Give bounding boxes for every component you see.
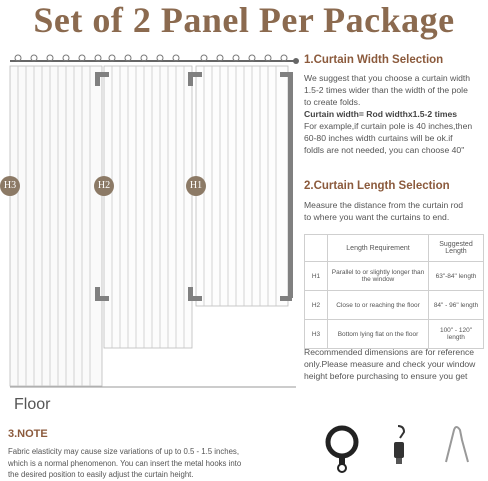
width-section-heading: 1.Curtain Width Selection	[304, 54, 444, 66]
height-label-h1: H1	[186, 176, 206, 196]
height-label-h2: H2	[94, 176, 114, 196]
row-length: 63"-84" length	[429, 262, 484, 291]
note-text	[8, 446, 308, 481]
width-intro-2: 1.5-2 times wider than the width of the pole	[304, 85, 468, 95]
length-section-heading: 2.Curtain Length Selection	[304, 180, 450, 192]
row-id: H1	[305, 262, 328, 291]
table-row	[305, 291, 484, 320]
row-requirement: Bottom lying flat on the floor	[328, 320, 429, 349]
row-length: 100" - 120" length	[429, 320, 484, 349]
width-intro-3: to create folds.	[304, 97, 361, 107]
rod-finial	[293, 58, 299, 64]
recommend-3: height before purchasing to ensure you get	[304, 371, 468, 381]
width-example-2: 60-80 inches width curtains will be ok.if	[304, 133, 453, 143]
note-line-1: Fabric elasticity may cause size variations of up to 0.5 - 1.5 inches,	[8, 447, 239, 456]
length-intro-1: Measure the distance from the curtain rod	[304, 200, 464, 210]
note-line-2: which is a normal phenomenon. You can insert the metal hooks into	[8, 458, 242, 468]
row-id: H2	[305, 291, 328, 320]
curtain-illustration	[0, 44, 300, 424]
note-line-3: the desired position to easily adjust the curtain height.	[8, 470, 194, 479]
hardware-icons	[318, 418, 488, 478]
table-header-row	[305, 235, 484, 262]
metal-hook-icon	[446, 427, 468, 462]
curtain-panel-h2	[104, 66, 192, 348]
row-requirement: Parallel to or slightly longer than the window	[328, 262, 429, 291]
recommend-1: Recommended dimensions are for reference	[304, 347, 475, 357]
recommend-2: only.Please measure and check your window	[304, 359, 476, 369]
curtain-panel-h3	[10, 66, 102, 386]
length-intro-2: to where you want the curtains to end.	[304, 212, 450, 222]
ring-icon	[328, 428, 356, 472]
table-header-cell	[305, 235, 328, 262]
table-header-cell: Suggested Length	[429, 235, 484, 262]
width-formula: Curtain width= Rod widthx1.5-2 times	[304, 109, 458, 119]
floor-label: Floor	[14, 396, 51, 413]
row-requirement: Close to or reaching the floor	[328, 291, 429, 320]
height-label-h3: H3	[0, 176, 20, 196]
width-example-1: For example,if curtain pole is 40 inches,then	[304, 121, 473, 131]
table-row	[305, 320, 484, 349]
width-example-3: foldls are not needed, you can choose 40"	[304, 145, 465, 155]
curtain-panel-h1	[196, 66, 288, 306]
row-id: H3	[305, 320, 328, 349]
width-intro-1: We suggest that you choose a curtain width	[304, 73, 471, 83]
table-row	[305, 262, 484, 291]
row-length: 84" - 96" length	[429, 291, 484, 320]
note-heading: 3.NOTE	[8, 428, 48, 440]
page-title: Set of 2 Panel Per Package	[33, 0, 455, 40]
clip-hook-icon	[394, 426, 404, 464]
table-header-cell: Length Requirement	[328, 235, 429, 262]
length-table	[304, 234, 484, 349]
